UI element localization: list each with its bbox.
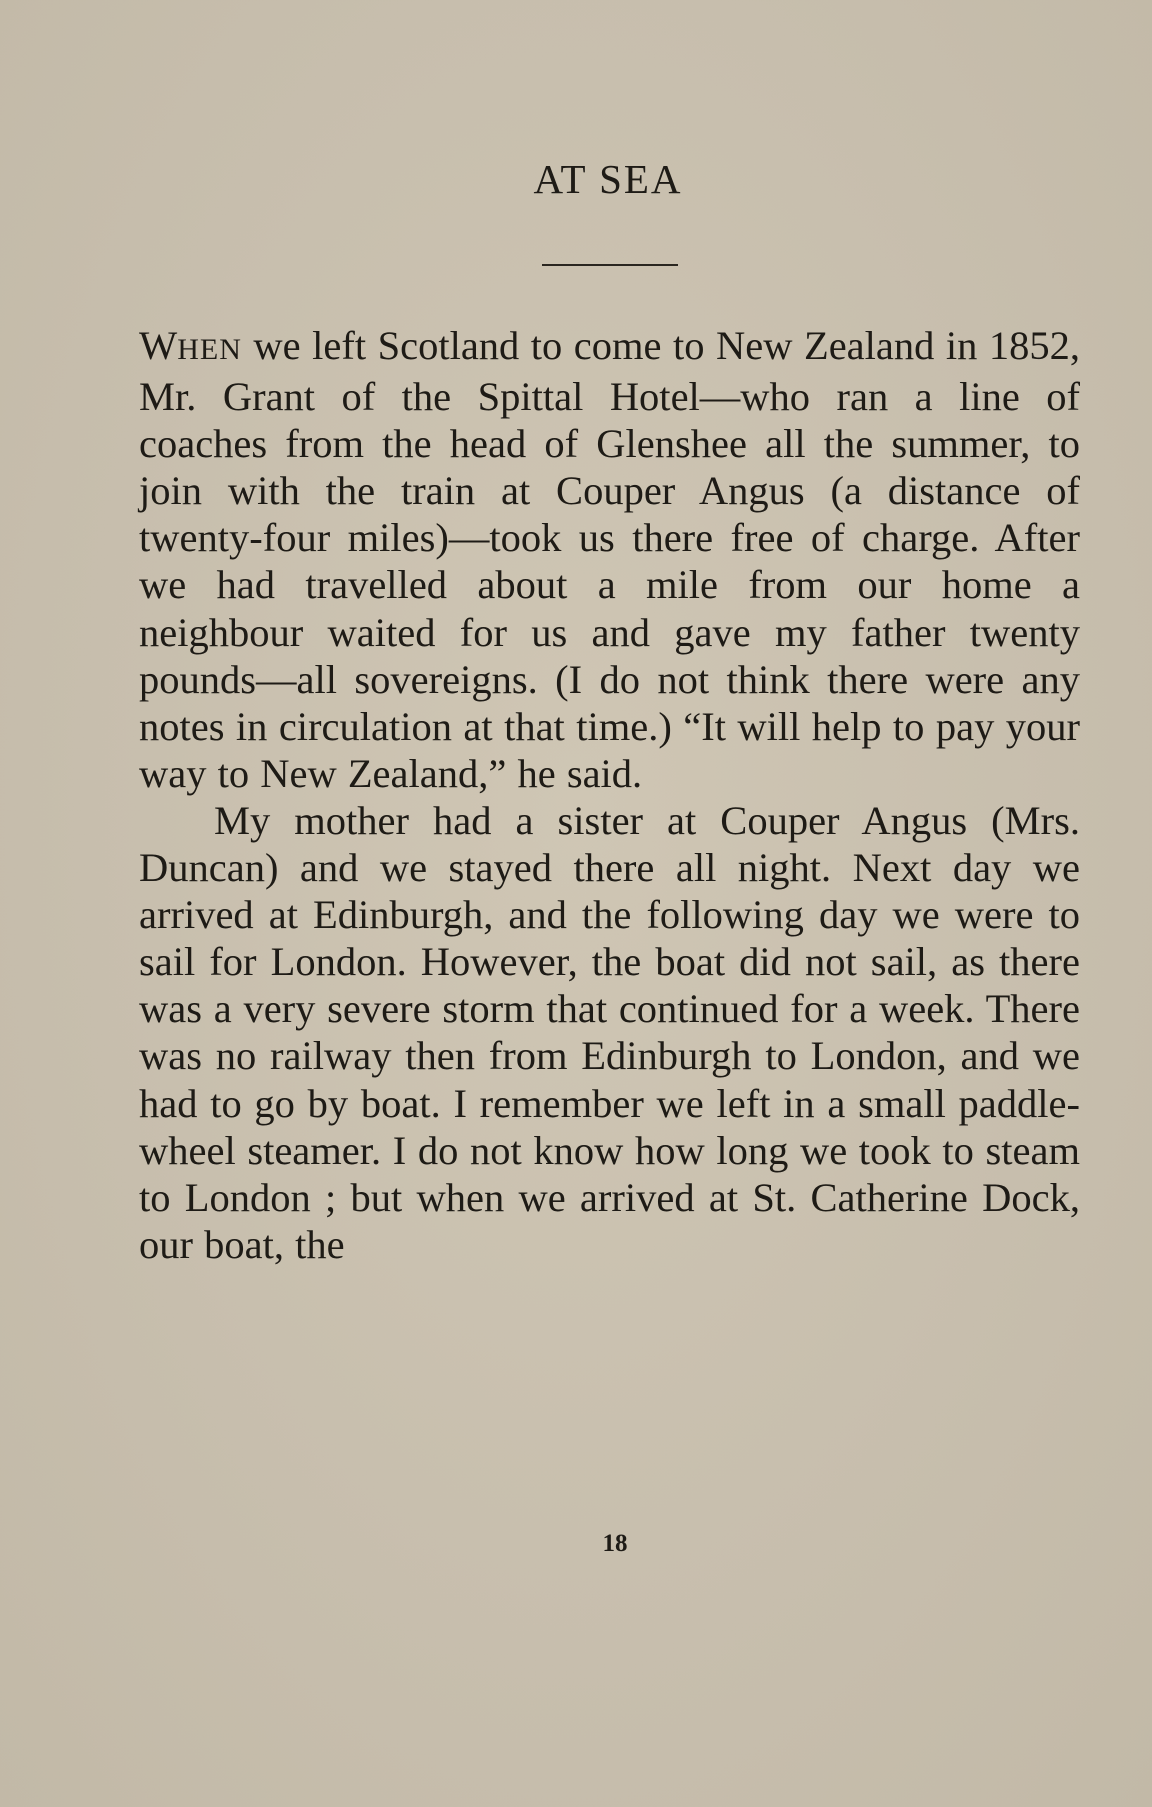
page-number: 18	[602, 1530, 628, 1557]
body-text	[139, 322, 1080, 1268]
opening-word-initial: W	[139, 323, 178, 368]
opening-word-smallcaps: HEN	[177, 333, 242, 366]
paragraph-2: My mother had a sister at Couper Angus (Mrs. Duncan) and we stayed there all night. Next day we arrived at Edinburgh, and the following day we were to sail for London. However, the boat did not sail, as there was a very severe storm that continued for a week. There was no railway then from Edinburgh to London, and we had to go by boat. I remember we left in a small paddle-wheel steamer. I do not know how long we took to steam to London ; but when we arrived at St. Catherine Dock, our boat, the	[139, 797, 1080, 1267]
chapter-heading: AT SEA	[533, 156, 683, 202]
paragraph-1	[139, 322, 1080, 797]
paragraph-1-text: we left Scotland to come to New Zealand in 1852, Mr. Grant of the Spittal Hotel—who ran a line of coaches from the head of Glenshee all the summer, to join with the train at Couper Angus (a distance of twenty-four miles)—took us there free of charge. After we had travelled about a mile from our home a neighbour waited for us and gave my father twenty pounds—all sovereigns. (I do not think there were any notes in circulation at that time.) “It will help to pay your way to New Zealand,” he said.	[139, 323, 1080, 796]
heading-divider	[542, 264, 678, 266]
